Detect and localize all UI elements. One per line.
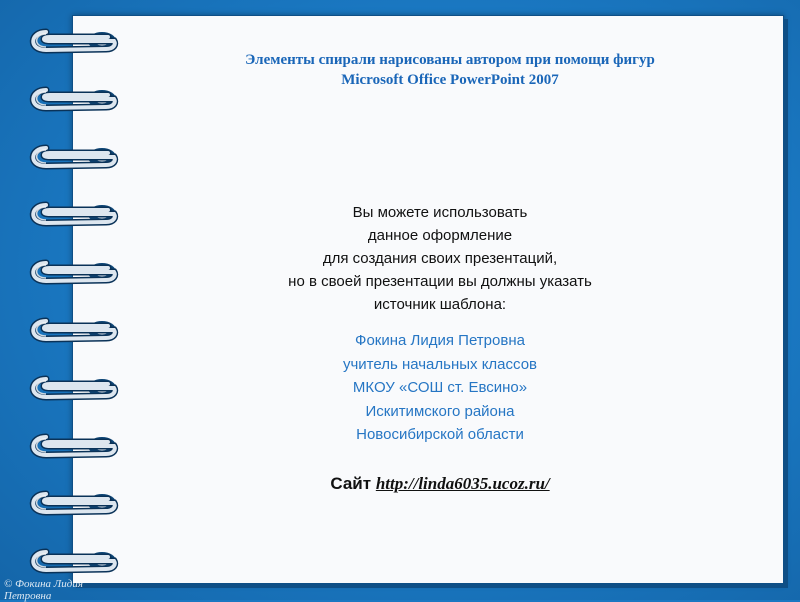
site-link[interactable]: http://linda6035.ucoz.ru/ <box>375 474 550 493</box>
site-label: Сайт <box>330 474 372 493</box>
spiral-ring-icon <box>24 86 124 112</box>
author-line: учитель начальных классов <box>342 355 538 373</box>
site-line <box>240 474 640 494</box>
author-line: Фокина Лидия Петровна <box>355 332 525 349</box>
notice-line: источник шаблона: <box>373 296 507 313</box>
spiral-ring-icon <box>24 548 124 574</box>
author-line: Искитимского района <box>365 402 515 420</box>
spiral-ring-icon <box>24 259 124 285</box>
author-line: Новосибирской области <box>356 426 524 443</box>
author-line: МКОУ «СОШ ст. Евсино» <box>352 379 528 396</box>
usage-notice <box>180 201 700 316</box>
notice-line: данное оформление <box>367 227 513 244</box>
spiral-ring-icon <box>24 201 124 227</box>
notice-line: Вы можете использовать <box>352 204 528 221</box>
spiral-ring-icon <box>24 490 124 516</box>
spiral-ring-icon <box>24 375 124 401</box>
spiral-ring-icon <box>24 28 124 54</box>
spiral-binding <box>0 0 120 600</box>
copyright-watermark: © Фокина Лидия Петровна <box>4 578 83 602</box>
spiral-ring-icon <box>24 317 124 343</box>
author-info <box>210 329 670 447</box>
notice-line: для создания своих презентаций, <box>322 250 558 267</box>
title-line-2: Microsoft Office PowerPoint 2007 <box>341 72 559 88</box>
title-line-1: Элементы спирали нарисованы автором при помощи фигур <box>245 52 655 68</box>
notice-line: но в своей презентации вы должны указать <box>288 273 592 290</box>
spiral-ring-icon <box>24 144 124 170</box>
page-title <box>150 50 750 90</box>
spiral-ring-icon <box>24 433 124 459</box>
